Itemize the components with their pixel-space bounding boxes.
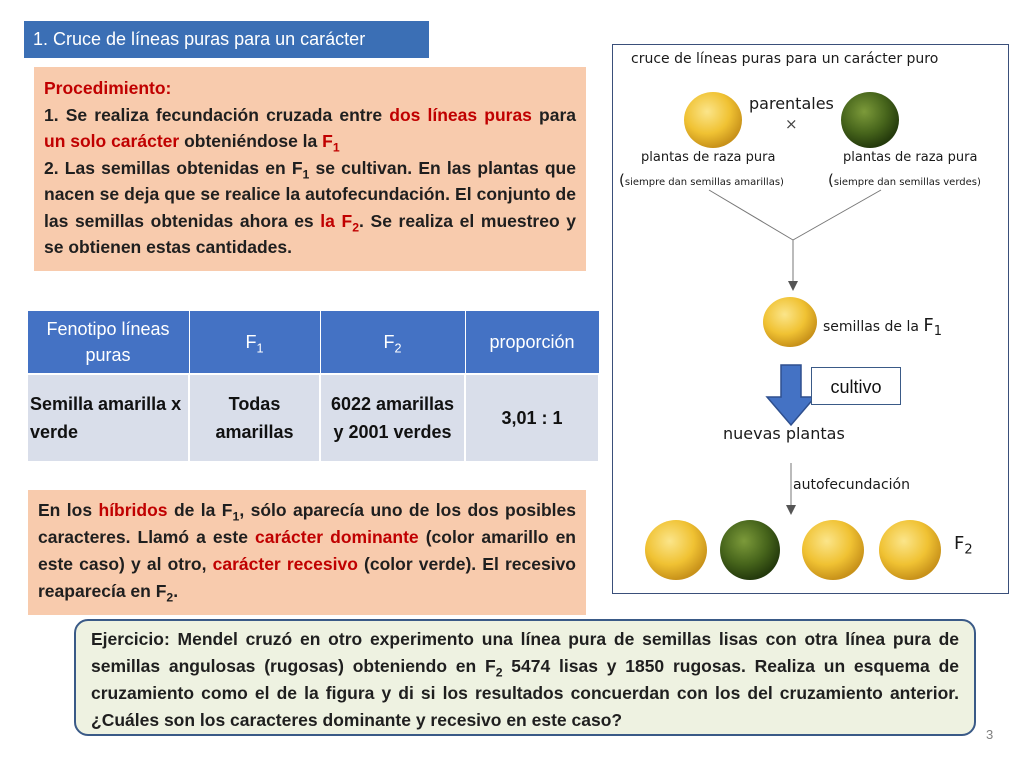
autofecundacion-label: autofecundación [793,477,910,493]
text: (color amarillo en este caso) y al otro, [38,527,576,574]
hybrid-explanation-box: En los híbridos de la $F_1$, sólo aparecía uno de los dos posibles caracteres. Llamó a este carácter dominante (color amarillo en este caso) y al otro, carácter recesivo (color verde). El recesivo reaparecía en $F_2$. [28,490,586,615]
highlight-text: carácter dominante [255,527,419,547]
parentales-label: parentales [749,94,834,113]
page-number: 3 [986,727,994,742]
cell-f2: 6022 amarillas y 2001 verdes [320,374,465,462]
arrowhead-icon [788,281,798,291]
slide-title: 1. Cruce de líneas puras para un carácter [24,21,429,58]
results-table [26,310,600,463]
cross-line-right [793,190,881,240]
highlight-text: $F_1$ [322,131,340,155]
table-header-row [27,311,599,375]
text: . Se realiza el muestreo y se obtienen estas cantidades. [44,210,577,257]
yellow-seed-f1 [763,297,817,347]
cell-ratio: 3,01 : 1 [465,374,599,462]
table-row [27,374,599,462]
text: , sólo aparecía uno de los dos posibles caracteres. Llamó a este [38,500,577,547]
cross-line-left [709,190,793,240]
procedure-step-2: 2. Las semillas obtenidas en $F_1$ se cultivan. En las plantas que nacen se deja que se realice la autofecundación. El conjunto de las semillas obtenidas ahora es la $F_2$. Se realiza el muestreo y se obtienen estas cantidades. [44,157,577,257]
highlight-text: un solo carácter [44,131,180,151]
text: (color verde). El recesivo reaparecía en F [38,554,577,601]
header-f2: $F_2$ [320,311,465,375]
text: En los [38,500,99,520]
text: . [173,581,179,601]
highlight-text: la $F_2$ [320,210,360,234]
green-seed-f2 [720,520,780,580]
f2-label: $F_2$ [954,533,973,558]
header-f1: $F_1$ [189,311,320,375]
cross-diagram [612,44,1009,594]
cell-f1: Todas amarillas [189,374,320,462]
text: obteniéndose la [179,131,323,151]
nuevas-plantas-label: nuevas plantas [723,424,845,443]
highlight-text: híbridos [98,500,168,520]
yellow-seed-f2 [802,520,864,580]
cultivo-arrow-icon [767,365,815,425]
cell-phenotype: Semilla amarilla x verde [27,374,189,462]
procedure-step-1 [44,102,576,155]
yellow-seed-f2 [645,520,707,580]
highlight-text: dos líneas puras [389,104,532,125]
diagram-title: cruce de líneas puras para un carácter puro [631,51,939,67]
f1-seed-label: semillas de la $F_1$ [823,315,943,339]
left-parent-note: (siempre dan semillas amarillas) [619,171,784,189]
procedure-heading: Procedimiento: [44,78,172,98]
left-parent-label: plantas de raza pura [641,150,776,165]
text: de la F [167,500,233,520]
cultivo-label: cultivo [811,367,901,405]
yellow-seed-f2 [879,520,941,580]
text: 2. Las semillas obtenidas en F [44,157,303,178]
arrowhead-icon [786,505,796,515]
cross-symbol: × [785,115,798,133]
yellow-seed-parent [684,92,742,148]
highlight-text: carácter recesivo [212,554,358,574]
text: 5474 lisas y 1850 rugosas. Realiza un esquema de cruzamiento como el de la figura y di si los resultados concuerdan con los del cruzamiento anterior. ¿Cuáles son los caracteres dominante y recesivo en este caso? [91,656,959,730]
exercise-box: Ejercicio: Mendel cruzó en otro experimento una línea pura de semillas lisas con otra línea pura de semillas angulosas (rugosas) obteniendo en $F_2$ 5474 lisas y 1850 rugosas. Realiza un esquema de cruzamiento como el de la figura y di si los resultados concuerdan con los del cruzamiento anterior. ¿Cuáles son los caracteres dominante y recesivo en este caso? [74,619,976,736]
green-seed-parent [841,92,899,148]
text: para [531,104,577,125]
text: 1. Se realiza fecundación cruzada entre [44,104,390,125]
header-ratio: proporción [465,311,599,375]
right-parent-label: plantas de raza pura [843,150,978,165]
right-parent-note: (siempre dan semillas verdes) [828,171,981,189]
header-phenotype: Fenotipo líneas puras [27,311,189,375]
procedure-box [34,67,586,271]
text: Ejercicio: Mendel cruzó en otro experimento una línea pura de semillas lisas con otra línea pura de semillas angulosas (rugosas) obteniendo en F [91,629,959,676]
text: se cultivan. En las plantas que nacen se deja que se realice la autofecundación. El conjunto de las semillas obtenidas ahora es [44,157,576,231]
diagram-graphics [613,45,1008,593]
